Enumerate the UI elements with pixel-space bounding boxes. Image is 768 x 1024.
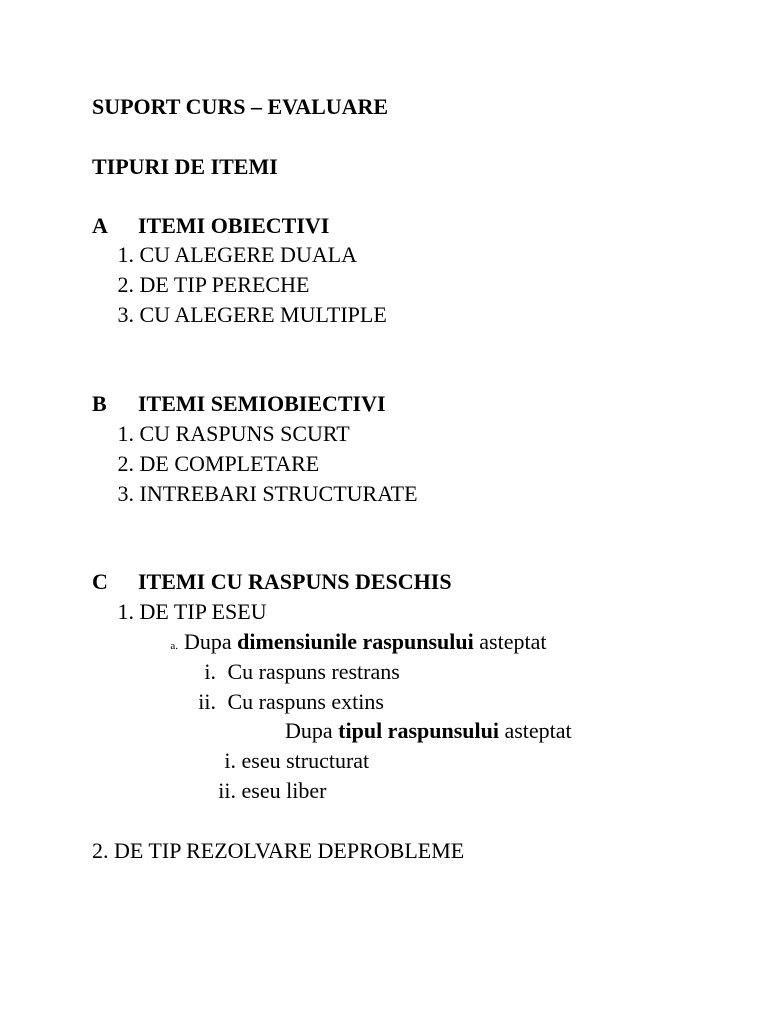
list-number: 2.	[117, 451, 134, 476]
list-number: 1.	[117, 242, 134, 267]
sub-text-pre: Dupa	[285, 718, 339, 743]
list-item	[112, 272, 309, 298]
list-text: DE COMPLETARE	[139, 451, 320, 476]
list-item	[112, 481, 418, 507]
roman-text: Cu raspuns extins	[227, 689, 384, 714]
section-a-heading	[92, 213, 329, 239]
document-title: SUPORT CURS – EVALUARE	[92, 94, 389, 119]
roman-item	[190, 689, 384, 715]
sub-text-pre: Dupa	[184, 629, 238, 654]
list-text: CU RASPUNS SCURT	[139, 421, 350, 446]
section-letter: A	[92, 213, 108, 238]
sub-marker: a.	[170, 640, 178, 652]
list-item	[112, 451, 319, 477]
roman-number: ii.	[218, 778, 236, 803]
roman-text: eseu structurat	[241, 748, 370, 773]
section-title: ITEMI SEMIOBIECTIVI	[138, 391, 386, 416]
roman-text: Cu raspuns restrans	[227, 659, 400, 684]
roman-text: eseu liber	[241, 778, 327, 803]
document-subtitle: TIPURI DE ITEMI	[92, 154, 278, 179]
section-letter: C	[92, 569, 108, 594]
sub-text-post: asteptat	[498, 718, 572, 743]
roman-number: ii.	[198, 689, 216, 714]
list-number: 2.	[117, 272, 134, 297]
roman-number: i.	[204, 659, 216, 684]
sub-item-a	[154, 629, 546, 659]
section-b-heading	[92, 391, 386, 417]
section-letter: B	[92, 391, 107, 416]
roman-number: i.	[224, 748, 236, 773]
list-text: DE TIP ESEU	[139, 599, 267, 624]
sub-text-bold: dimensiunile raspunsului	[237, 629, 474, 654]
list-text: INTREBARI STRUCTURATE	[139, 481, 418, 506]
list-text: DE TIP PERECHE	[139, 272, 310, 297]
list-number: 3.	[117, 481, 134, 506]
roman-item	[190, 659, 400, 685]
list-text: CU ALEGERE DUALA	[139, 242, 358, 267]
sub-item-b	[285, 718, 572, 744]
list-text: CU ALEGERE MULTIPLE	[139, 302, 387, 327]
list-number: 1.	[117, 421, 134, 446]
sub-text-post: asteptat	[473, 629, 547, 654]
list-item	[112, 302, 387, 328]
list-item	[112, 242, 357, 268]
roman-item	[210, 748, 369, 774]
list-item	[112, 599, 267, 625]
roman-item	[210, 778, 326, 804]
list-item	[112, 421, 350, 447]
list-number: 1.	[117, 599, 134, 624]
section-title: ITEMI OBIECTIVI	[138, 213, 330, 238]
section-c-heading	[92, 569, 452, 595]
sub-text-bold: tipul raspunsului	[338, 718, 499, 743]
list-item-2: 2. DE TIP REZOLVARE DEPROBLEME	[92, 838, 465, 863]
section-title: ITEMI CU RASPUNS DESCHIS	[138, 569, 452, 594]
list-number: 3.	[117, 302, 134, 327]
